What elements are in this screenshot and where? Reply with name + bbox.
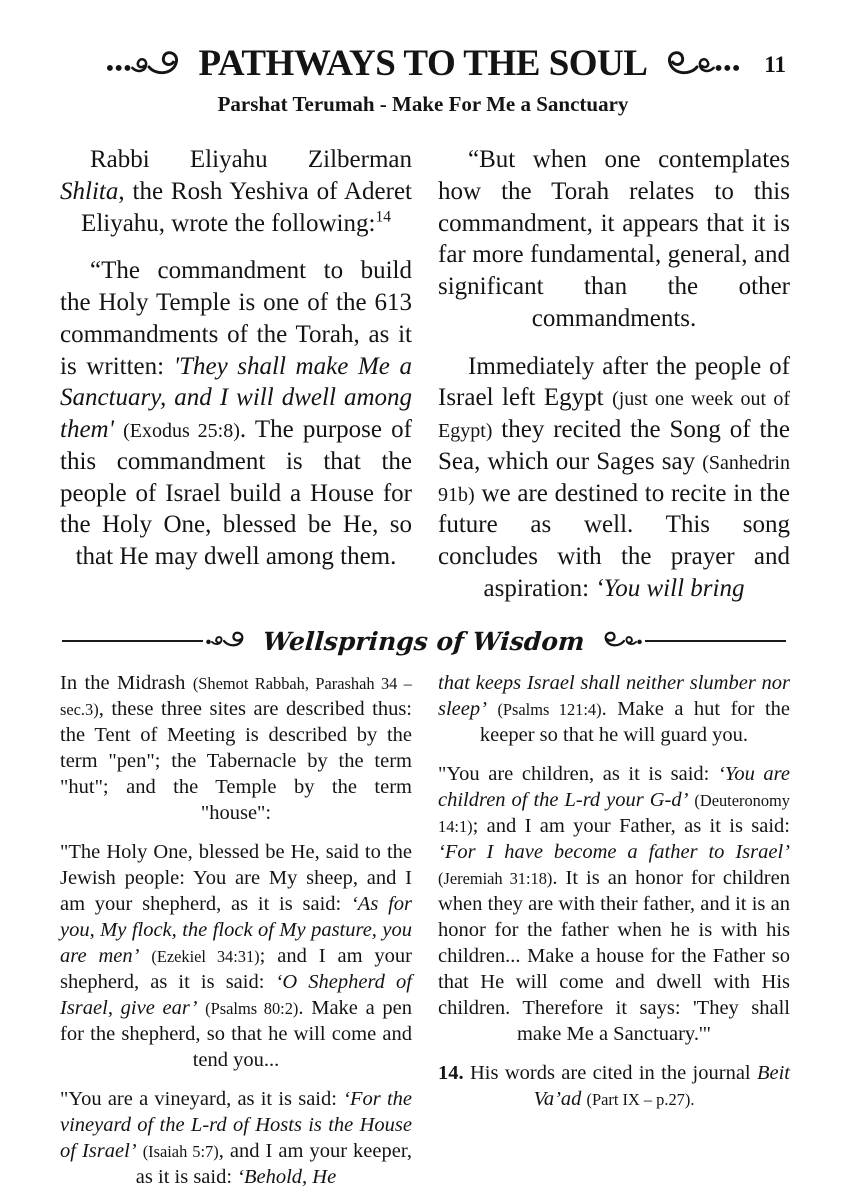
page-header <box>0 0 846 117</box>
wellsprings-left-column <box>60 670 412 1200</box>
divider-flourish-right-icon <box>591 630 643 652</box>
wellsprings-section <box>0 670 846 1200</box>
page-title: PATHWAYS TO THE SOUL <box>198 43 648 84</box>
title-row <box>0 42 846 85</box>
footnote: 14. His words are cited in the journal Beit Va’ad (Part IX – p.27). <box>438 1061 790 1110</box>
paragraph: “But when one contemplates how the Torah relates to this commandment, it appears that it is far more fundamental, general, and significant than the other commandments. <box>438 146 790 332</box>
title-flourish-right-icon <box>655 49 741 79</box>
paragraph: "You are a vineyard, as it is said: ‘For the vineyard of the L-rd of Hosts is the House of Israel’ (Isaiah 5:7), and I am your keeper, as it is said: ‘Behold, He <box>60 1087 412 1189</box>
divider-line-left <box>62 640 203 642</box>
top-left-column <box>60 144 412 621</box>
title-flourish-left-icon <box>105 49 191 79</box>
paragraph: "The Holy One, blessed be He, said to the Jewish people: You are My sheep, and I am your shepherd, as it is said: ‘As for you, My flock, the flock of My pasture, you are men’ (Ezekiel 34:31); and I am your shepherd, as it is said: ‘O Shepherd of Israel, give ear’ (Psalms 80:2). Make a pen for the shepherd, so that he will come and tend you... <box>60 840 413 1071</box>
divider-flourish-left-icon <box>205 630 257 652</box>
divider-title: Wellsprings of Wisdom <box>262 626 586 656</box>
paragraph: "You are children, as it is said: ‘You are children of the L-rd your G-d’ (Deuteronomy 14:1); and I am your Father, as it is said: ‘For I have become a father to Israel’ (Jeremiah 31:18). It is an honor for children when they are with their father, and it is an honor for the father when he is with his children... Make a house for the Father so that He will come and dwell with His children. Therefore it says: 'They shall make Me a Sanctuary.'" <box>438 762 790 1045</box>
paragraph: Rabbi Eliyahu Zilberman Shlita, the Rosh Yeshiva of Aderet Eliyahu, wrote the following:$^{14}$ <box>60 146 412 237</box>
paragraph: that keeps Israel shall neither slumber nor sleep’ (Psalms 121:4). Make a hut for the keeper so that he will guard you. <box>438 671 791 746</box>
paragraph: Immediately after the people of Israel left Egypt (just one week out of Egypt) they recited the Song of the Sea, which our Sages say (Sanhedrin 91b) we are destined to recite in the future as well. This song concludes with the prayer and aspiration: ‘You will bring <box>438 352 790 602</box>
wellsprings-right-column <box>438 670 790 1200</box>
page-number: 11 <box>764 52 786 77</box>
main-text-section <box>0 144 846 621</box>
paragraph: “The commandment to build the Holy Temple is one of the 613 commandments of the Torah, as it is written: 'They shall make Me a Sanctuary, and I will dwell among them' (Exodus 25:8). The purpose of this commandment is that the people of Israel build a House for the Holy One, blessed be He, so that He may dwell among them. <box>60 257 413 570</box>
wellsprings-divider <box>0 627 846 656</box>
page-subtitle: Parshat Terumah - Make For Me a Sanctuary <box>217 92 629 116</box>
paragraph: In the Midrash (Shemot Rabbah, Parashah 34 – sec.3), these three sites are described thus: the Tent of Meeting is described by the term "pen"; the Tabernacle by the term "hut"; and the Temple by the term "house": <box>60 671 413 824</box>
top-right-column <box>438 144 790 621</box>
divider-line-right <box>645 640 786 642</box>
